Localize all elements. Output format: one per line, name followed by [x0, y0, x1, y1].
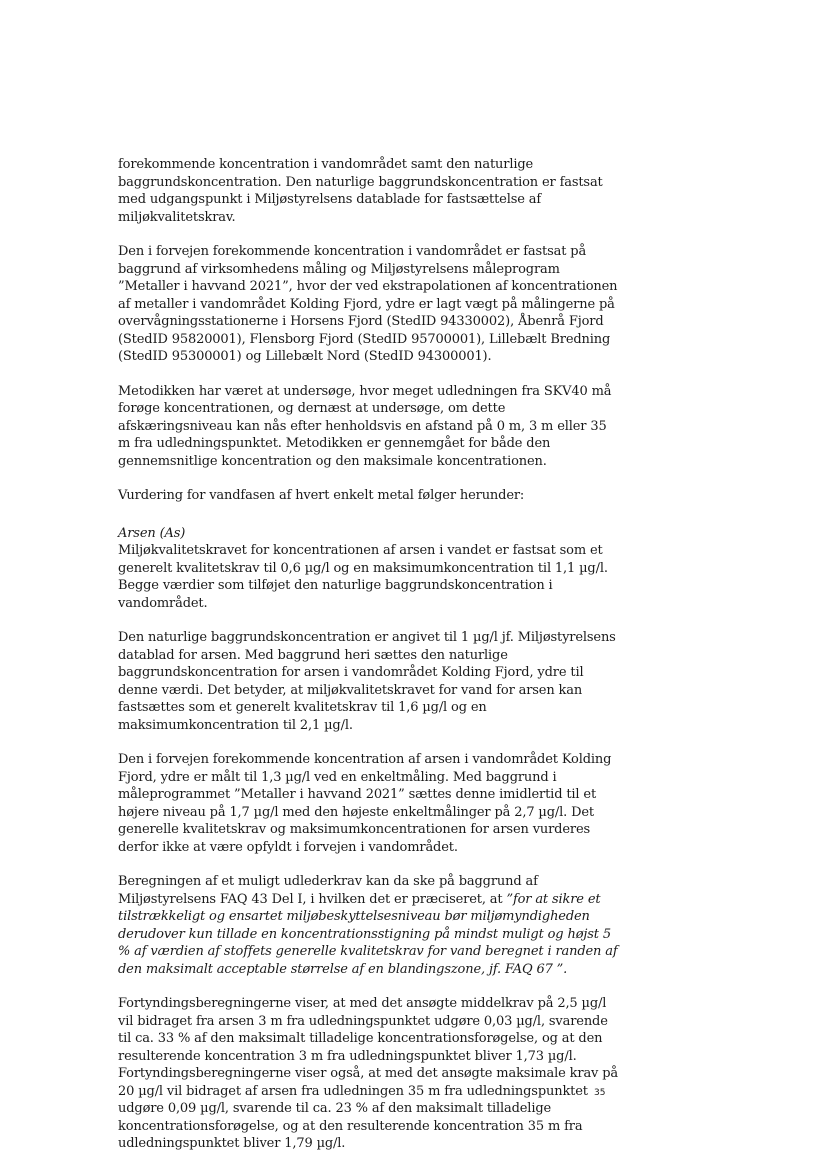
paragraph-assessment-intro: Vurdering for vandfasen af hvert enkelt metal følger herunder: [118, 488, 525, 503]
paragraph-arsen-existing: Den i forvejen forekommende koncentration af arsen i vandområdet Kolding Fjord, ydre er målt til 1,3 µg/l ved en enkeltmåling. Med baggrund i måleprogrammet ”Metaller i havvand 2021” sættes denne imidlertid til et højere niveau på 1,7 µg/l med den højeste enkeltmålinger på 2,7 µg/l. Det generelle kvalitetskrav og maksimumkoncentrationen for arsen vurderes derfor ikke at være opfyldt i forvejen i vandområdet. [118, 752, 612, 855]
paragraph-arsen-quality-standard: Miljøkvalitetskravet for koncentrationen af arsen i vandet er fastsat som et generelt kvalitetskrav til 0,6 µg/l og en maksimumkoncentration til 1,1 µg/l. Begge værdier som tilføjet den naturlige baggrundskoncentration i vandområdet. [118, 543, 608, 611]
faq-quote: ”for at sikre et tilstrækkeligt og ensartet miljøbeskyttelsesniveau bør miljømyndigheden derudover kun tillade en koncentrationsstigning på mindst muligt og højst 5 % af værdien af stoffets generelle kvalitetskrav for vand beregnet i randen af den maksimalt acceptable størrelse af en blandingszone, jf. FAQ 67 ”. [118, 891, 618, 977]
paragraph-arsen-background: Den naturlige baggrundskoncentration er angivet til 1 µg/l jf. Miljøstyrelsens datablad for arsen. Med baggrund heri sættes den naturlige baggrundskoncentration for arsen i vandområdet Kolding Fjord, ydre til denne værdi. Det betyder, at miljøkvalitetskravet for vand for arsen kan fastsættes som et generelt kvalitetskrav til 1,6 µg/l og en maksimumkoncentration til 2,1 µg/l. [118, 630, 616, 733]
section-heading-arsen [118, 525, 618, 543]
paragraph-dilution-average: Fortyndingsberegningerne viser, at med det ansøgte middelkrav på 2,5 µg/l vil bidraget fra arsen 3 m fra udledningspunktet udgøre 0,03 µg/l, svarende til ca. 33 % af den maksimalt tilladelige koncentrationsforøgelse, og at den resulterende koncentration 3 m fra udledningspunktet bliver 1,73 µg/l. [118, 996, 608, 1064]
section-heading-arsen-text: Arsen (As) [118, 525, 186, 541]
page-number: 35 [594, 1088, 606, 1098]
document-body [118, 156, 618, 1153]
paragraph-existing-concentration: Den i forvejen forekommende koncentration i vandområdet er fastsat på baggrund af virksomhedens måling og Miljøstyrelsens måleprogram ”Metaller i havvand 2021”, hvor der ved ekstrapolationen af koncentrationen af metaller i vandområdet Kolding Fjord, ydre er lagt vægt på målingerne på overvågningsstationerne i Horsens Fjord (StedID 94330002), Åbenrå Fjord (StedID 95820001), Flensborg Fjord (StedID 95700001), Lillebælt Bredning (StedID 95300001) og Lillebælt Nord (StedID 94300001). [118, 244, 618, 364]
paragraph-faq-reference [118, 873, 618, 978]
paragraph-dilution-maximum: Fortyndingsberegningerne viser også, at med det ansøgte maksimale krav på 20 µg/l vil bidraget af arsen fra udledningen 35 m fra udledningspunktet udgøre 0,09 µg/l, svarende til ca. 23 % af den maksimalt tilladelige koncentrationsforøgelse, og at den resulterende koncentration 35 m fra udledningspunktet bliver 1,79 µg/l. [118, 1066, 618, 1151]
paragraph-background-concentration: forekommende koncentration i vandområdet samt den naturlige baggrundskoncentration. Den naturlige baggrundskoncentration er fastsat med udgangspunkt i Miljøstyrelsens datablade for fastsættelse af miljøkvalitetskrav. [118, 157, 603, 225]
faq-intro-text: Beregningen af et muligt udlederkrav kan da ske på baggrund af Miljøstyrelsens FAQ 43 Del I, i hvilken det er præciseret, at [118, 874, 538, 907]
paragraph-methodology: Metodikken har været at undersøge, hvor meget udledningen fra SKV40 må forøge koncentrationen, og dernæst at undersøge, om dette afskæringsniveau kan nås efter henholdsvis en afstand på 0 m, 3 m eller 35 m fra udledningspunktet. Metodikken er gennemgået for både den gennemsnitlige koncentration og den maksimale koncentrationen. [118, 383, 612, 469]
